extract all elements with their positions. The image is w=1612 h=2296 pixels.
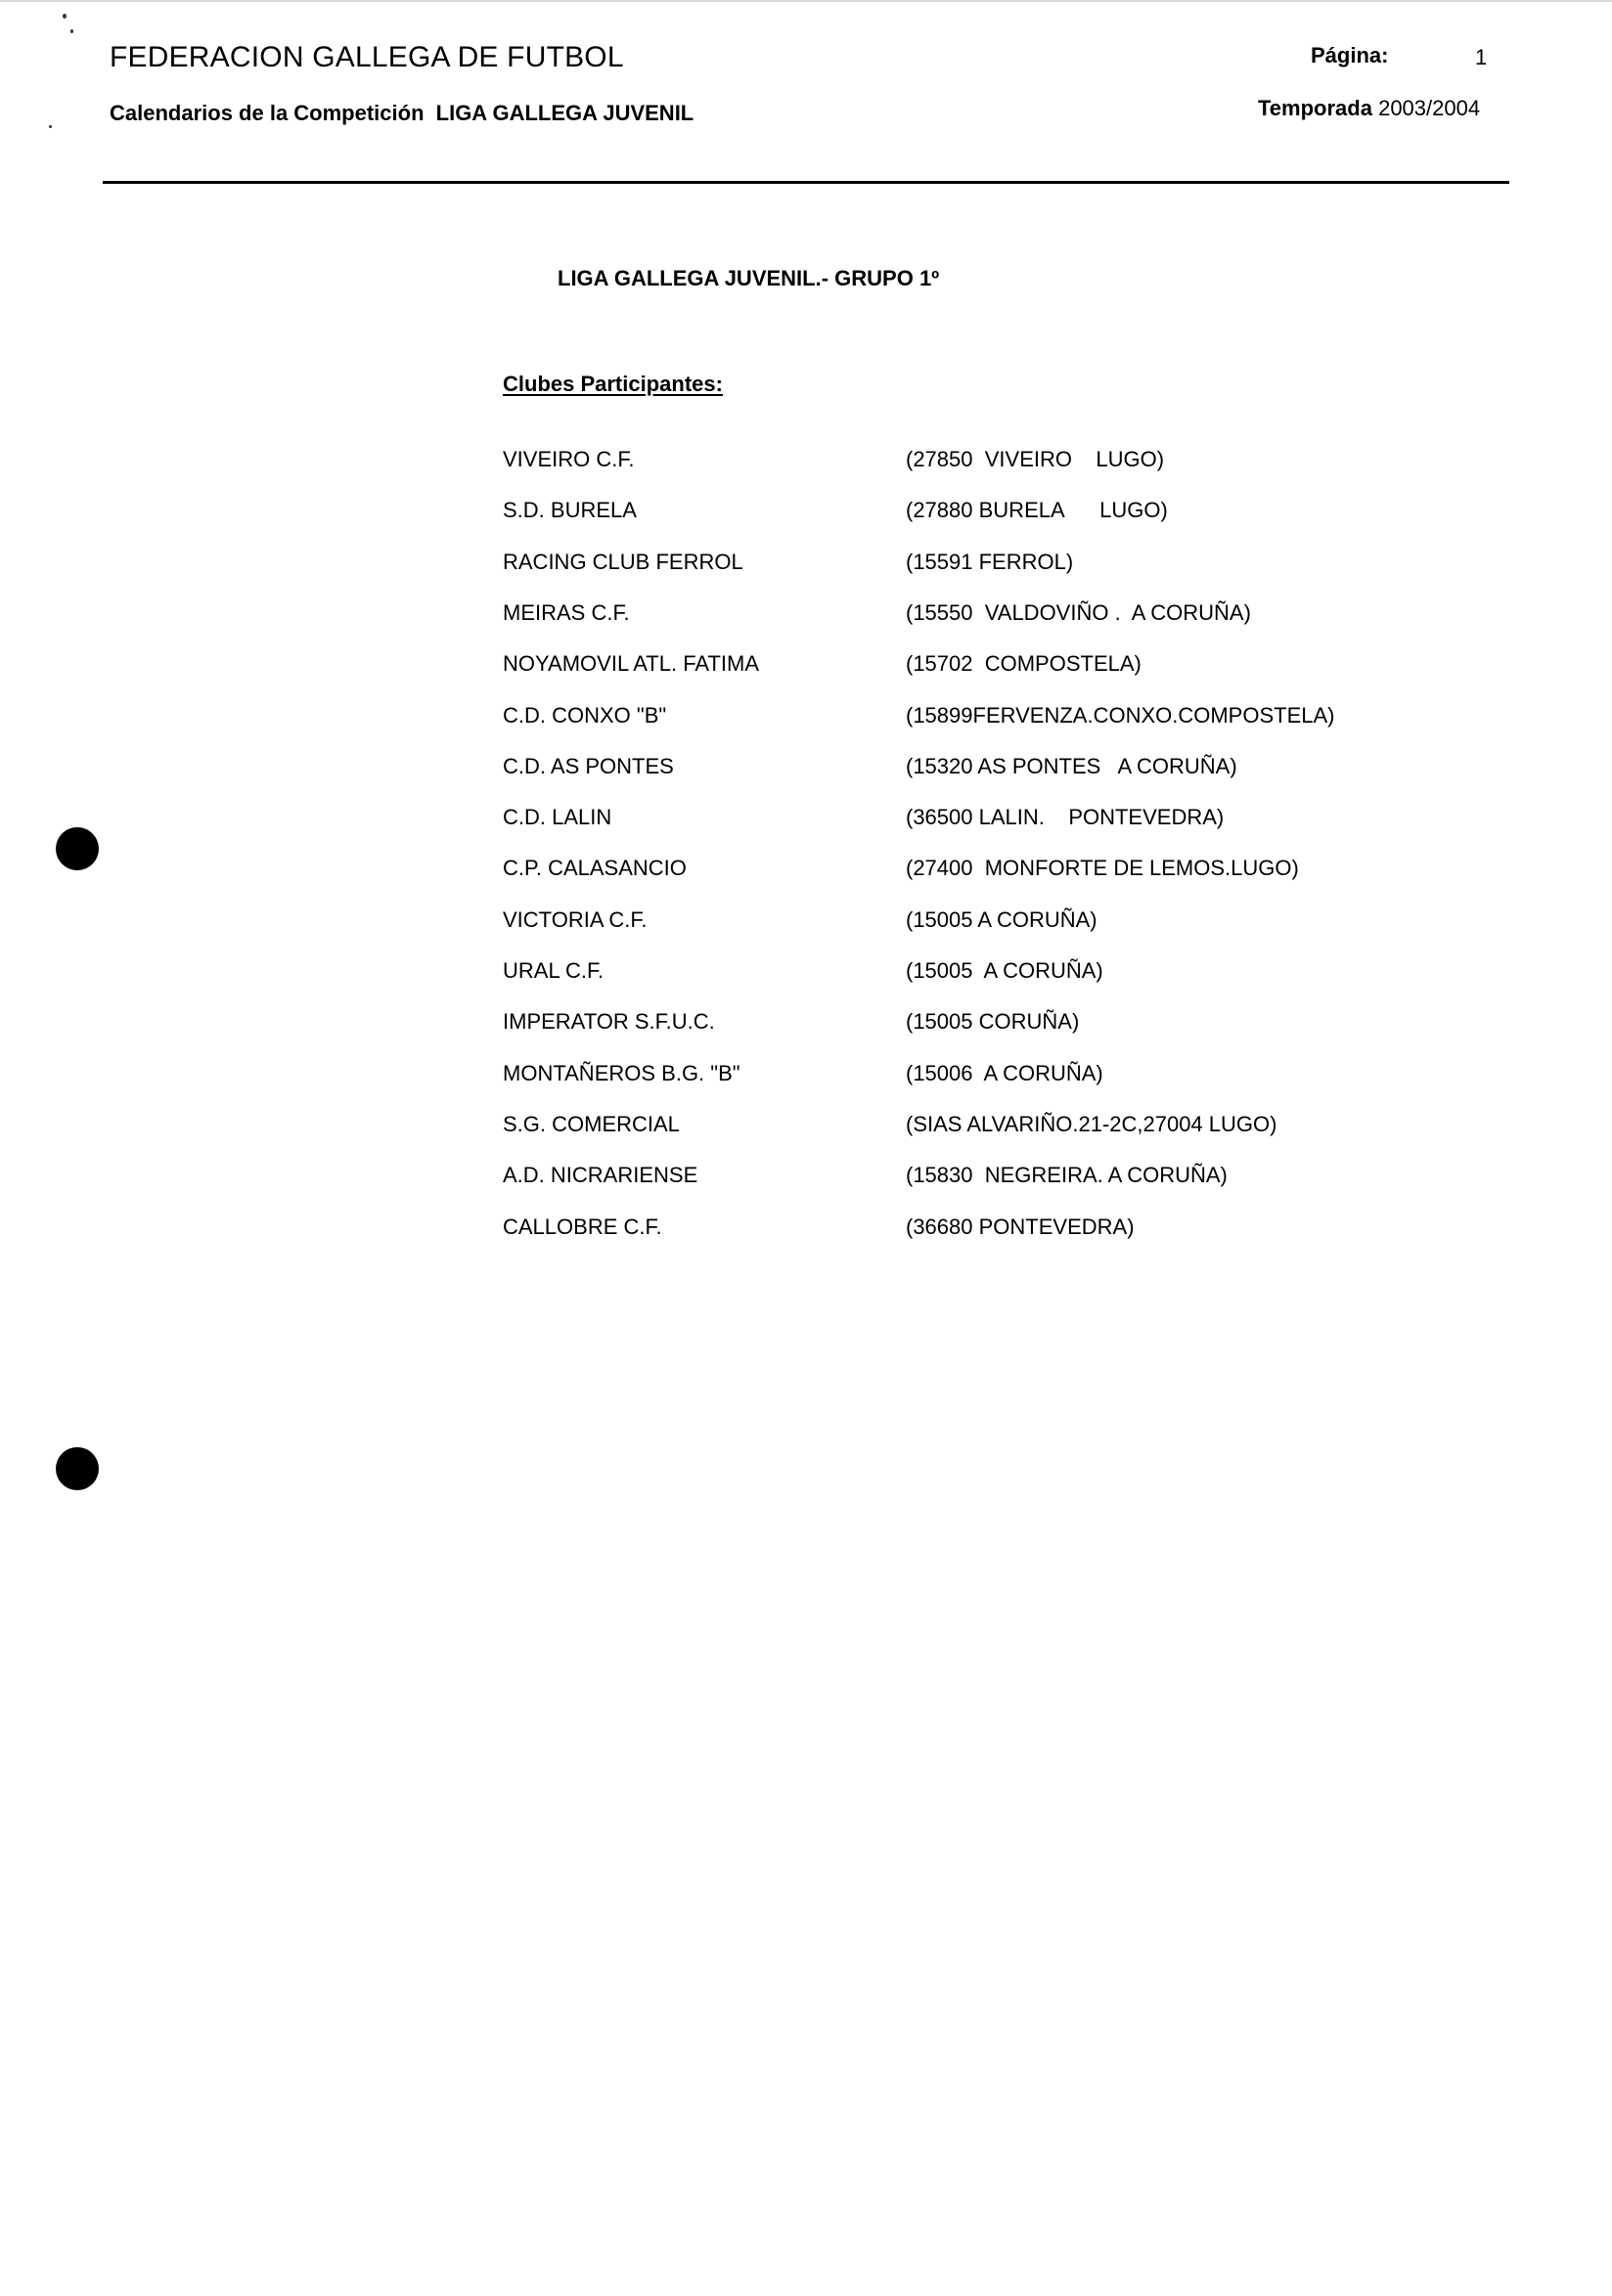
season-label: Temporada (1258, 96, 1372, 120)
club-name: VIVEIRO C.F. (503, 447, 635, 471)
club-address: (15591 FERROL) (906, 550, 1074, 574)
club-name: VICTORIA C.F. (503, 907, 648, 932)
scan-edge-line (0, 0, 1612, 2)
club-address: (36680 PONTEVEDRA) (906, 1214, 1135, 1239)
club-name: S.G. COMERCIAL (503, 1112, 680, 1136)
club-name: CALLOBRE C.F. (503, 1214, 662, 1239)
club-address: (27850 VIVEIRO LUGO) (906, 447, 1165, 471)
clubs-heading: Clubes Participantes: (503, 372, 723, 396)
federation-title: FEDERACION GALLEGA DE FUTBOL (110, 41, 624, 73)
club-address: (15830 NEGREIRA. A CORUÑA) (906, 1163, 1228, 1187)
scan-speck (49, 125, 52, 128)
club-name: S.D. BURELA (503, 498, 637, 522)
club-address: (27400 MONFORTE DE LEMOS.LUGO) (906, 856, 1299, 880)
club-address: (15899FERVENZA.CONXO.COMPOSTELA) (906, 703, 1335, 728)
club-name: MEIRAS C.F. (503, 600, 630, 625)
club-address: (15702 COMPOSTELA) (906, 651, 1142, 676)
page-label: Página: (1311, 43, 1389, 67)
club-address: (15005 CORUÑA) (906, 1009, 1080, 1034)
club-name: RACING CLUB FERROL (503, 550, 743, 574)
club-name: NOYAMOVIL ATL. FATIMA (503, 651, 760, 676)
club-name: A.D. NICRARIENSE (503, 1163, 698, 1187)
club-address: (15550 VALDOVIÑO . A CORUÑA) (906, 600, 1251, 625)
club-name: C.D. LALIN (503, 805, 612, 829)
punch-hole (56, 827, 99, 870)
header-divider (103, 181, 1509, 184)
club-name: IMPERATOR S.F.U.C. (503, 1009, 715, 1034)
competition-name: LIGA GALLEGA JUVENIL (435, 101, 694, 125)
club-address: (15006 A CORUÑA) (906, 1061, 1103, 1085)
scan-speck (63, 14, 67, 19)
subtitle-prefix: Calendarios de la Competición (110, 101, 425, 125)
club-name: C.P. CALASANCIO (503, 856, 687, 880)
club-address: (15005 A CORUÑA) (906, 907, 1097, 932)
club-name: MONTAÑEROS B.G. "B" (503, 1061, 740, 1085)
punch-hole (56, 1447, 99, 1490)
club-address: (36500 LALIN. PONTEVEDRA) (906, 805, 1225, 829)
season-info (1258, 96, 1480, 121)
club-address: (SIAS ALVARIÑO.21-2C,27004 LUGO) (906, 1112, 1277, 1136)
club-address: (27880 BURELA LUGO) (906, 498, 1168, 522)
scan-speck (70, 29, 73, 33)
page-number: 1 (1475, 45, 1488, 69)
club-name: C.D. AS PONTES (503, 754, 674, 778)
competition-subheader (110, 101, 694, 126)
club-name: C.D. CONXO "B" (503, 703, 667, 728)
group-title: LIGA GALLEGA JUVENIL.- GRUPO 1º (558, 266, 940, 290)
club-name: URAL C.F. (503, 958, 604, 983)
club-address: (15320 AS PONTES A CORUÑA) (906, 754, 1237, 778)
season-value: 2003/2004 (1378, 96, 1481, 120)
club-address: (15005 A CORUÑA) (906, 958, 1103, 983)
